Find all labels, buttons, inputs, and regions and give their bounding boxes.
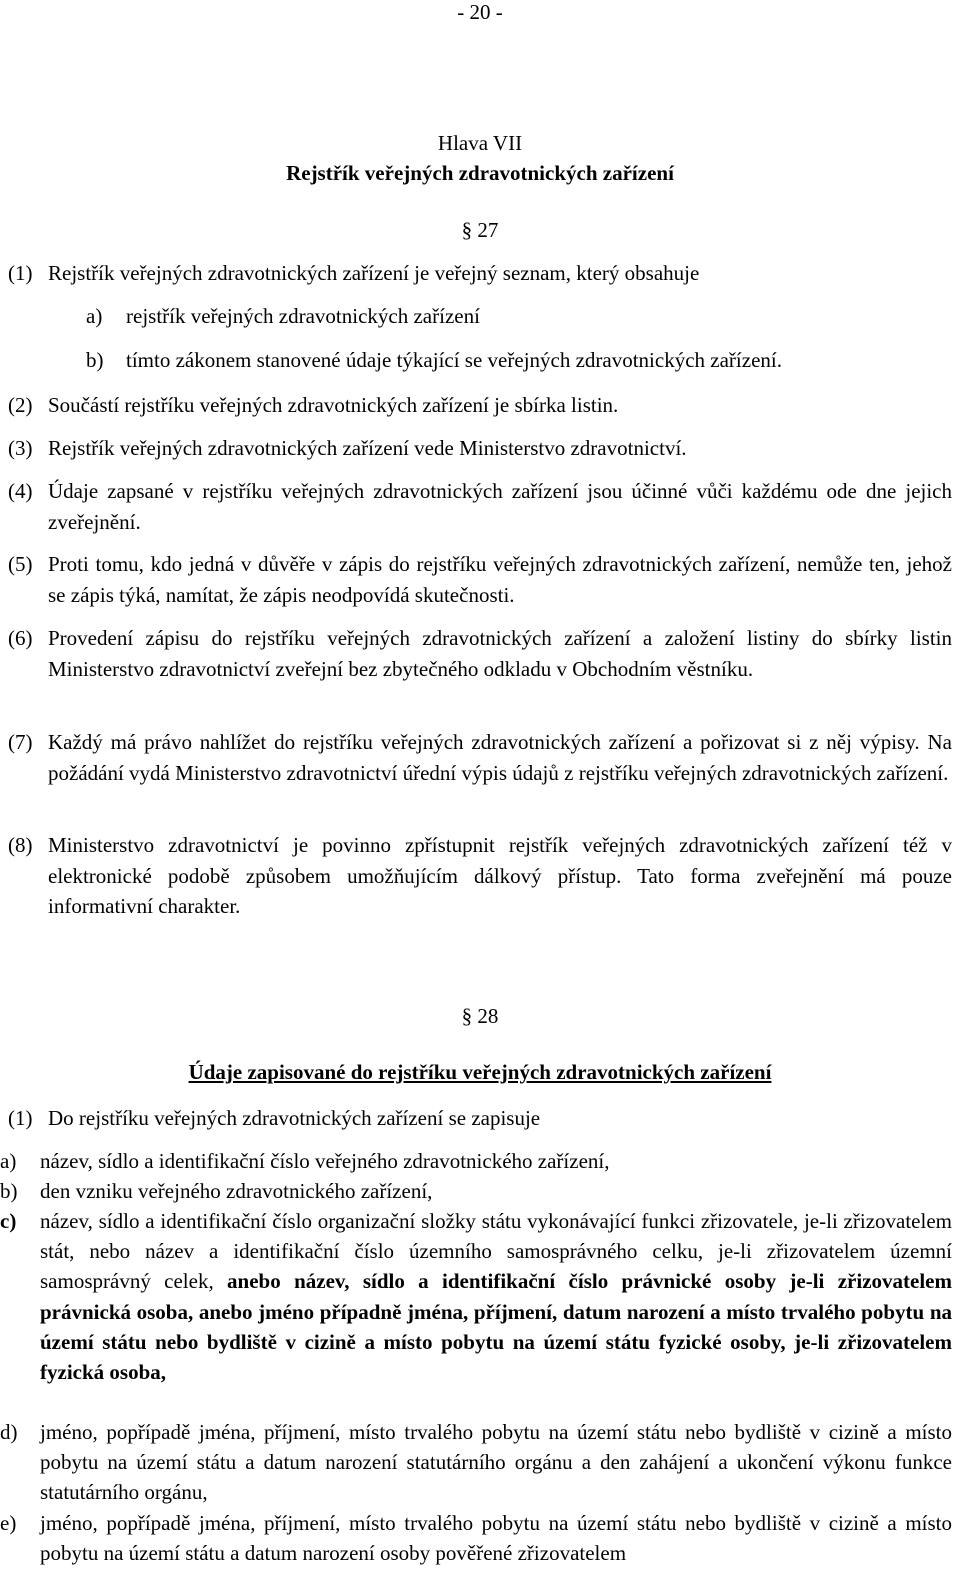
item-text: den vzniku veřejného zdravotnického zařízení, [40,1179,433,1203]
item-label: c) [0,1209,17,1233]
paragraph-text: Každý má právo nahlížet do rejstříku veřejných zdravotnických zařízení a pořizovat si z něj výpisy. Na požádání vydá Ministerstvo zdravotnictví úřední výpis údajů z rejstříku veřejných zdravotnických zařízení. [48,730,952,785]
s27-paragraph-7 [8,727,952,788]
paragraph-text: Provedení zápisu do rejstříku veřejných zdravotnických zařízení a založení listiny do sbírky listin Ministerstvo zdravotnictví zveřejní bez zbytečného odkladu v Obchodním věstníku. [48,626,952,681]
s28-item-e [0,1508,952,1568]
paragraph-number: (4) [8,479,33,503]
item-label: b) [0,1179,18,1203]
s27-paragraph-2 [8,390,952,421]
item-text [40,1206,952,1387]
page-number: - 20 - [457,0,503,24]
item-text: název, sídlo a identifikační číslo veřejného zdravotnického zařízení, [40,1149,610,1173]
chapter-title: Rejstřík veřejných zdravotnických zařízení [286,161,674,185]
s27-paragraph-5 [8,549,952,610]
paragraph-number: (3) [8,436,33,460]
item-label: d) [0,1420,18,1444]
s28-item-b [0,1176,952,1206]
paragraph-number: (2) [8,393,33,417]
paragraph-number: (5) [8,552,33,576]
s27-item-b [86,348,782,373]
paragraph-text: Rejstřík veřejných zdravotnických zařízení je veřejný seznam, který obsahuje [48,261,700,285]
s28-item-c [0,1206,952,1387]
item-text: rejstřík veřejných zdravotnických zařízení [126,304,480,328]
paragraph-number: (6) [8,626,33,650]
chapter-number: Hlava VII [437,131,523,155]
item-label: a) [86,304,103,328]
item-label: e) [0,1511,17,1535]
item-text: tímto zákonem stanovené údaje týkající se veřejných zdravotnických zařízení. [126,348,782,372]
paragraph-number: (1) [8,261,33,285]
section-28-label: § 28 [461,1004,499,1028]
paragraph-number: (1) [8,1106,33,1130]
paragraph-number: (7) [8,730,33,754]
item-text-regular: název, sídlo a identifikační číslo organizační složky státu vykonávající funkci zřizovatele, je-li zřizovatelem stát, nebo název a identifikační číslo územního samosprávného celku, je-li zřizovatelem územní samosprávný celek, [40,1209,952,1294]
section-27-label: § 27 [461,218,499,242]
paragraph-number: (8) [8,833,33,857]
paragraph-text: Rejstřík veřejných zdravotnických zařízení vede Ministerstvo zdravotnictví. [48,436,687,460]
s28-item-d [0,1417,952,1508]
paragraph-text: Do rejstříku veřejných zdravotnických zařízení se zapisuje [48,1106,541,1130]
s28-item-a [0,1146,952,1176]
s27-paragraph-8 [8,830,952,922]
item-text-amendment: anebo název, sídlo a identifikační číslo právnické osoby je-li zřizovatelem právnická osoba, anebo jméno případně jména, příjmení, datum narození a místo trvalého pobytu na území státu nebo bydliště v cizině a místo pobytu na území státu fyzické osoby, je-li zřizovatelem fyzická osoba, [40,1269,952,1385]
paragraph-text: Ministerstvo zdravotnictví je povinno zpřístupnit rejstřík veřejných zdravotnických zařízení též v elektronické podobě způsobem umožňujícím dálkový přístup. Tato forma zveřejnění má pouze informativní charakter. [48,833,952,918]
item-label: a) [0,1149,17,1173]
s27-paragraph-6 [8,623,952,684]
item-label: b) [86,348,104,372]
paragraph-text: Součástí rejstříku veřejných zdravotnických zařízení je sbírka listin. [48,393,619,417]
s28-paragraph-1 [8,1103,952,1134]
s27-item-a [86,304,480,329]
item-text: jméno, popřípadě jména, příjmení, místo trvalého pobytu na území státu nebo bydliště v cizině a místo pobytu na území státu a datum narození statutárního orgánu a den zahájení a ukončení výkonu funkce statutárního orgánu, [40,1420,952,1505]
s27-paragraph-1 [8,258,952,289]
paragraph-text: Proti tomu, kdo jedná v důvěře v zápis do rejstříku veřejných zdravotnických zařízení, nemůže ten, jehož se zápis týká, namítat, že zápis neodpovídá skutečnosti. [48,552,952,607]
paragraph-text: Údaje zapsané v rejstříku veřejných zdravotnických zařízení jsou účinné vůči každému ode dne jejich zveřejnění. [48,479,952,534]
s27-paragraph-4 [8,476,952,537]
section-28-title: Údaje zapisované do rejstříku veřejných zdravotnických zařízení [188,1060,772,1084]
s27-paragraph-3 [8,433,952,464]
item-text: jméno, popřípadě jména, příjmení, místo trvalého pobytu na území státu nebo bydliště v cizině a místo pobytu na území státu a datum narození osoby pověřené zřizovatelem [40,1511,952,1566]
